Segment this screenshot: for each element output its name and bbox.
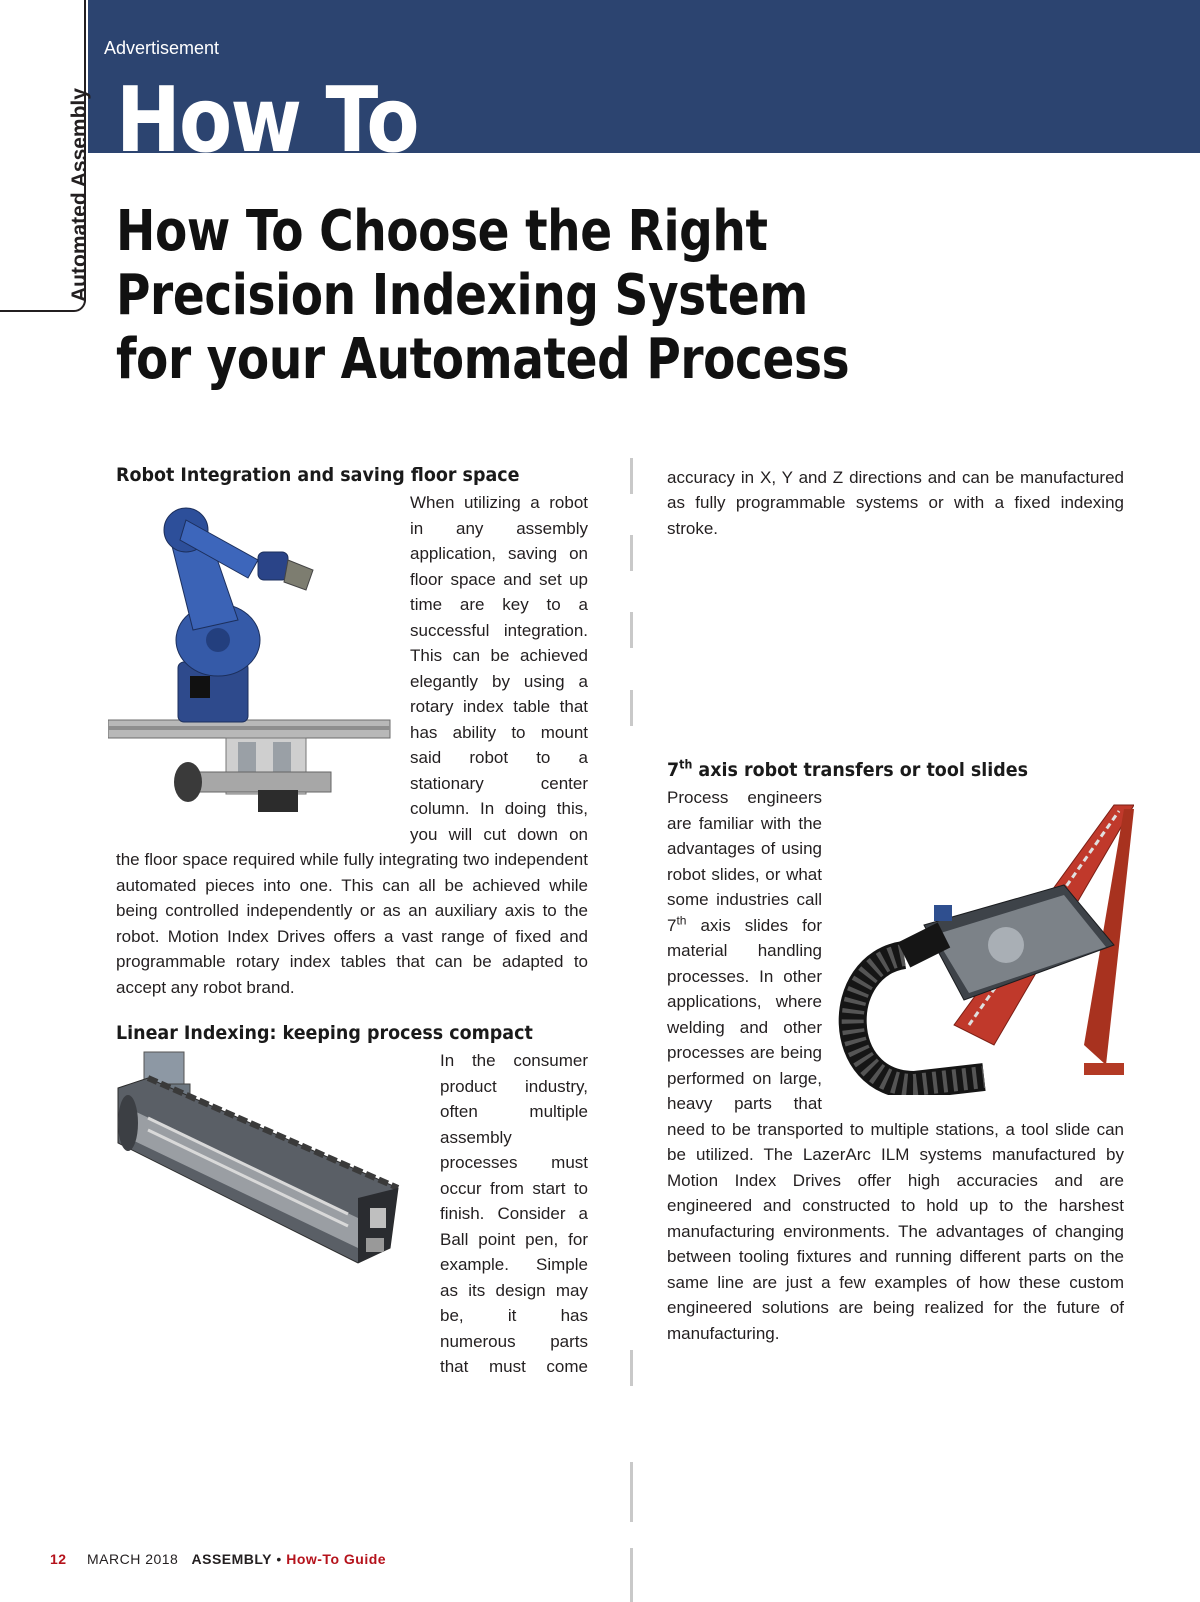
column-divider: [630, 612, 633, 648]
seventh-body-part-b: axis slides for material handling processes. In other applications, where welding and other processes are being performed on large, heavy parts that need to be transported to multiple stations, a tool slide can be utilized. The LazerArc ILM systems manufactured by Motion Index Drives offer high accuracies and are engineered and constructed to hold up to the harshest manufacturing environments. The advantages of changing between tooling fixtures and running different parts on the same line are just a few examples of how these custom engineered solutions are being realized for the future of manufacturing.: [667, 915, 1124, 1343]
page-footer: [50, 1551, 386, 1567]
column-divider: [630, 1548, 633, 1602]
linear-continued-text: accuracy in X, Y and Z directions and can be manufactured as fully programmable systems or with a fixed indexing stroke.: [667, 467, 1124, 538]
heading-ordinal-suffix: th: [679, 757, 693, 772]
right-column: [667, 462, 1124, 1346]
column-divider: [630, 1462, 633, 1522]
seventh-axis-slide-image: [834, 795, 1134, 1095]
seventh-body-part-a: Process engineers are familiar with the advantages of using robot slides, or what some industries call 7: [667, 788, 822, 935]
robot-arm-image: [108, 490, 398, 820]
issue-date: MARCH 2018: [86, 1551, 179, 1567]
heading-text: axis robot transfers or tool slides: [692, 759, 1029, 781]
left-column: [116, 462, 588, 1377]
magazine-name: ASSEMBLY: [191, 1551, 273, 1567]
section-body-linear: In the consumer product industry, often multiple assembly processes must occur from start to finish. Consider a Ball point pen, for example. Simple as its design may be, it has numerous parts that must come: [440, 1051, 588, 1376]
headline-line-2: Precision Indexing System: [116, 263, 808, 328]
section-heading-linear: Linear Indexing: keeping process compact: [116, 1022, 533, 1044]
heading-ordinal: 7: [667, 759, 680, 781]
headline-line-3: for your Automated Process: [116, 327, 850, 392]
section-heading-robot: Robot Integration and saving floor space: [116, 464, 520, 486]
side-tab-label: Automated Assembly: [68, 88, 91, 302]
column-divider: [630, 535, 633, 571]
section-body-linear-continued: [667, 462, 1124, 717]
section-body-robot: When utilizing a robot in any assembly application, saving on floor space and set up time are key to a successful integration. This can be achieved elegantly by using a rotary index table that has ability to mount said robot to a stationary center column. In doing this, you will cut down on the floor space required while fully integrating two independent automated pieces into one. This can all be achieved while being controlled independently or as an auxiliary axis to the robot. Motion Index Drives offers a vast range of fixed and programmable rotary index tables that can be adapted to accept any robot brand.: [116, 493, 588, 997]
section-heading-seventh-axis: [667, 757, 1087, 783]
article-headline: [116, 200, 872, 392]
column-divider: [630, 1350, 633, 1386]
advertisement-label: Advertisement: [104, 38, 220, 58]
column-divider: [630, 458, 633, 494]
headline-line-1: How To Choose the Right: [116, 199, 768, 264]
seventh-body-ordinal-suffix: th: [676, 912, 687, 927]
footer-separator: •: [276, 1551, 282, 1567]
header-banner: [88, 0, 1200, 153]
banner-title: How To: [116, 68, 418, 153]
column-divider: [630, 690, 633, 726]
guide-name: How-To Guide: [286, 1551, 387, 1567]
page-number: 12: [50, 1551, 67, 1567]
linear-indexing-conveyor-image: [108, 1048, 428, 1283]
